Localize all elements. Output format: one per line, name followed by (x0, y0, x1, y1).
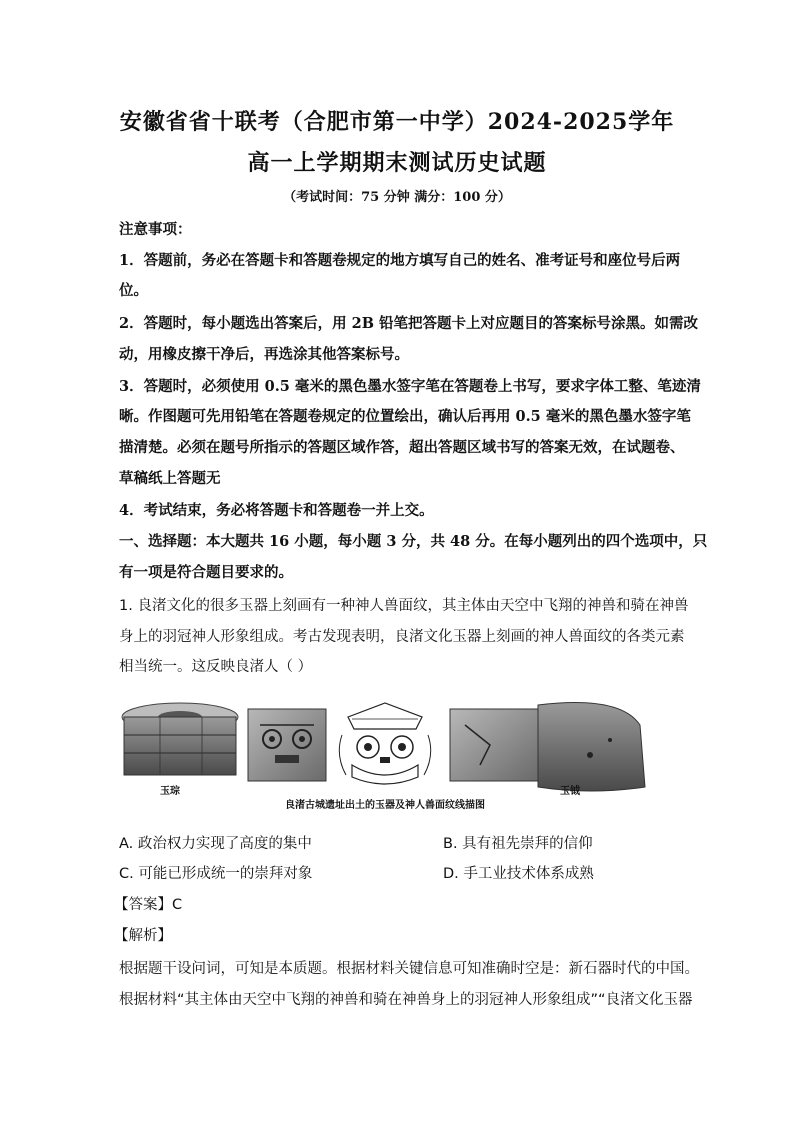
analysis-heading: 【解析】 (114, 928, 172, 944)
jade-yue-image (450, 703, 645, 792)
section-heading-1: 一、选择题：本大题共 16 小题，每小题 3 分，共 48 分。在每小题列出的四个选项中，只 (119, 533, 708, 550)
label-jade-cong: 玉琮 (160, 786, 180, 797)
notice-line-7: 描清楚。必须在题号所指示的答题区域作答，超出答题区域书写的答案无效，在试题卷、 (119, 439, 685, 456)
label-jade-yue: 玉钺 (560, 786, 580, 797)
title-line-1: 安徽省省十联考（合肥市第一中学）2024-2025学年 (119, 109, 675, 135)
analysis-line-2: 根据材料“其主体由天空中飞翔的神兽和骑在神兽身上的羽冠神人形象组成”“良渚文化玉器 (119, 992, 693, 1008)
carved-face-photo (248, 709, 326, 781)
exam-info: （考试时间：75 分钟 满分：100 分） (283, 190, 511, 205)
answer-label: 【答案】C (114, 897, 183, 913)
deity-motif-drawing (335, 703, 435, 788)
option-a: A. 政治权力实现了高度的集中 (119, 836, 312, 852)
section-heading-2: 有一项是符合题目要求的。 (119, 564, 293, 581)
jade-cong-image (122, 703, 238, 775)
notice-line-4: 动，用橡皮擦干净后，再选涂其他答案标号。 (119, 346, 409, 363)
notice-line-8: 草稿纸上答题无 (119, 470, 221, 487)
notice-line-1: 1．答题前，务必在答题卡和答题卷规定的地方填写自己的姓名、准考证号和座位号后两 (119, 252, 681, 269)
analysis-line-1: 根据题干设问词，可知是本质题。根据材料关键信息可知准确时空是：新石器时代的中国。 (119, 961, 699, 977)
notice-line-6: 晰。作图题可先用铅笔在答题卷规定的位置绘出，确认后再用 0.5 毫米的黑色墨水签字笔 (119, 408, 691, 425)
option-b: B. 具有祖先崇拜的信仰 (443, 836, 593, 852)
question-1-line-2: 身上的羽冠神人形象组成。考古发现表明，良渚文化玉器上刻画的神人兽面纹的各类元素 (119, 629, 685, 645)
question-1-line-1: 1. 良渚文化的很多玉器上刻画有一种神人兽面纹，其主体由天空中飞翔的神兽和骑在神兽 (119, 598, 689, 614)
notice-line-9: 4．考试结束，务必将答题卡和答题卷一并上交。 (119, 502, 434, 519)
figure-caption: 良渚古城遗址出土的玉器及神人兽面纹线描图 (285, 800, 485, 811)
artifact-illustration (120, 695, 680, 810)
notice-line-5: 3．答题时，必须使用 0.5 毫米的黑色墨水签字笔在答题卷上书写，要求字体工整、笔迹清 (119, 378, 701, 395)
question-1-line-3: 相当统一。这反映良渚人（ ） (119, 659, 313, 675)
notice-line-3: 2．答题时，每小题选出答案后，用 2B 铅笔把答题卡上对应题目的答案标号涂黑。如需改 (119, 315, 699, 332)
option-c: C. 可能已形成统一的崇拜对象 (119, 866, 313, 882)
notice-line-2: 位。 (119, 282, 148, 299)
option-d: D. 手工业技术体系成熟 (443, 866, 594, 882)
artifact-figure (120, 695, 680, 810)
notice-heading: 注意事项： (119, 221, 192, 238)
title-line-2: 高一上学期期末测试历史试题 (247, 150, 547, 176)
